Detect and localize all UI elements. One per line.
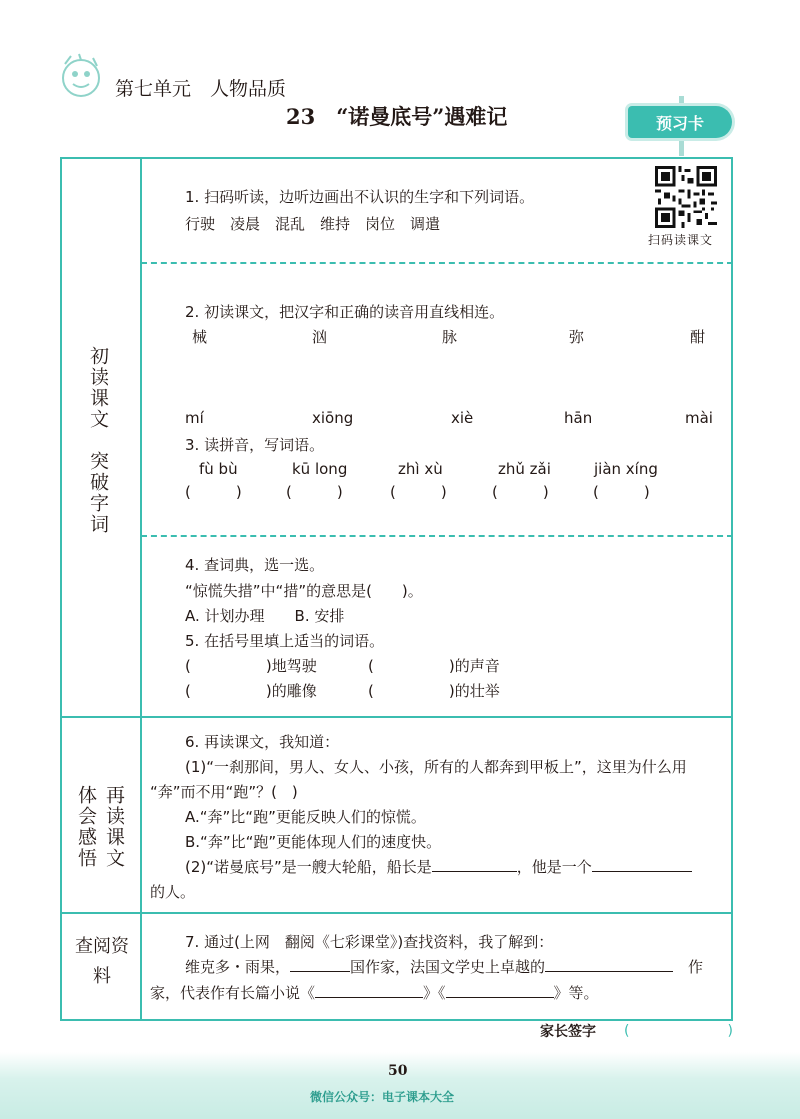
role-blank[interactable] — [545, 955, 673, 972]
unit-title: 第七单元 人物品质 — [115, 78, 287, 100]
q2-pinyin: hān — [564, 409, 593, 427]
row-divider — [60, 912, 733, 914]
q2-char: 酣 — [690, 328, 706, 346]
wechat-footer: 微信公众号：电子课本大全 — [310, 1090, 455, 1104]
section-label-reread: 再读课文 — [103, 785, 125, 869]
q4-options: A. 计划办理 B. 安排 — [185, 607, 345, 625]
mascot-icon — [55, 50, 105, 102]
lesson-title: 23 “诺曼底号”遇难记 — [286, 104, 508, 129]
q3-title: 3. 读拼音，写词语。 — [185, 436, 325, 454]
q7-text: 》等。 — [553, 984, 599, 1002]
q2-char: 脉 — [442, 328, 458, 346]
row-divider — [60, 716, 733, 718]
parent-signature-label: 家长签字 — [540, 1024, 596, 1040]
q2-char: 弥 — [569, 328, 585, 346]
captain-blank[interactable] — [432, 855, 517, 872]
q3-answer-paren[interactable]: ( ) — [593, 483, 650, 501]
q6-option-b: B.“奔”比“跑”更能体现人们的速度快。 — [185, 833, 442, 851]
q3-pinyin: zhì xù — [398, 460, 443, 478]
q5-title: 5. 在括号里填上适当的词语。 — [185, 632, 385, 650]
novel-blank[interactable] — [446, 981, 554, 998]
q6-title: 6. 再读课文，我知道： — [185, 733, 340, 751]
qr-caption: 扫码读课文 — [648, 233, 714, 247]
q7-text: 家，代表作有长篇小说《 — [150, 984, 316, 1002]
section-label-first-read: 初读课文 突破字词 — [87, 345, 109, 535]
q1-title: 1. 扫码听读，边听边画出不认识的生字和下列词语。 — [185, 188, 535, 206]
q7-text: 》《 — [423, 984, 446, 1002]
q4-question: “惊慌失措”中“措”的意思是( )。 — [185, 582, 423, 600]
q5-blank[interactable]: ( )地驾驶 — [185, 657, 317, 675]
q2-pinyin: xiè — [451, 409, 474, 427]
q6-option-a: A.“奔”比“跑”更能反映人们的惊慌。 — [185, 808, 426, 826]
q3-answer-paren[interactable]: ( ) — [286, 483, 343, 501]
q6-sub2 — [185, 855, 692, 879]
q3-pinyin: zhǔ zǎi — [498, 460, 551, 478]
q2-pinyin: xiōng — [312, 409, 354, 427]
q3-pinyin: jiàn xíng — [594, 460, 658, 478]
q3-pinyin: fù bù — [199, 460, 238, 478]
q5-blank[interactable]: ( )的声音 — [368, 657, 500, 675]
q5-blank[interactable]: ( )的雕像 — [185, 682, 317, 700]
q4-title: 4. 查词典，选一选。 — [185, 556, 325, 574]
novel-blank[interactable] — [315, 981, 423, 998]
q7-line2 — [185, 955, 703, 979]
q6-sub2-text: (2)“诺曼底号”是一艘大轮船，船长是 — [185, 858, 432, 876]
q2-char: 械 — [192, 328, 208, 346]
q3-answer-paren[interactable]: ( ) — [185, 483, 242, 501]
nationality-blank[interactable] — [290, 955, 350, 972]
q7-text: 国作家，法国文学史上卓越的 — [350, 958, 546, 976]
q6-sub2-end: 的人。 — [150, 883, 196, 901]
page-number: 50 — [388, 1063, 408, 1079]
section-label-feel: 体会感悟 — [75, 785, 97, 869]
q5-blank[interactable]: ( )的壮举 — [368, 682, 500, 700]
q3-answer-paren[interactable]: ( ) — [492, 483, 549, 501]
q3-answer-paren[interactable]: ( ) — [390, 483, 447, 501]
q7-title: 7. 通过(上网 翻阅《七彩课堂》)查找资料，我了解到： — [185, 933, 554, 951]
q7-line3 — [150, 981, 599, 1005]
qr-code-icon[interactable] — [655, 166, 717, 228]
row-divider — [141, 535, 733, 537]
row-divider — [141, 262, 733, 264]
q7-text: 维克多・雨果， — [185, 958, 291, 976]
q6-sub1-line2: “奔”而不用“跑”？( ) — [150, 783, 298, 801]
section-label-research: 查阅资料 — [75, 936, 129, 987]
trait-blank[interactable] — [592, 855, 692, 872]
q2-pinyin: mí — [185, 409, 204, 427]
parent-signature-field[interactable]: ( ) — [624, 1023, 733, 1039]
q2-pinyin: mài — [685, 409, 713, 427]
column-divider — [140, 157, 142, 1021]
q1-words: 行驶 凌晨 混乱 维持 岗位 调遣 — [185, 215, 441, 233]
q7-text: 作 — [688, 958, 704, 976]
q2-title: 2. 初读课文，把汉字和正确的读音用直线相连。 — [185, 303, 505, 321]
preview-card-tag: 预习卡 — [628, 106, 732, 138]
q6-sub1-line1: (1)“一刹那间，男人、女人、小孩，所有的人都奔到甲板上”，这里为什么用 — [185, 758, 687, 776]
q3-pinyin: kū long — [292, 460, 348, 478]
q6-sub2-text: ，他是一个 — [516, 858, 592, 876]
q2-char: 汹 — [312, 328, 328, 346]
